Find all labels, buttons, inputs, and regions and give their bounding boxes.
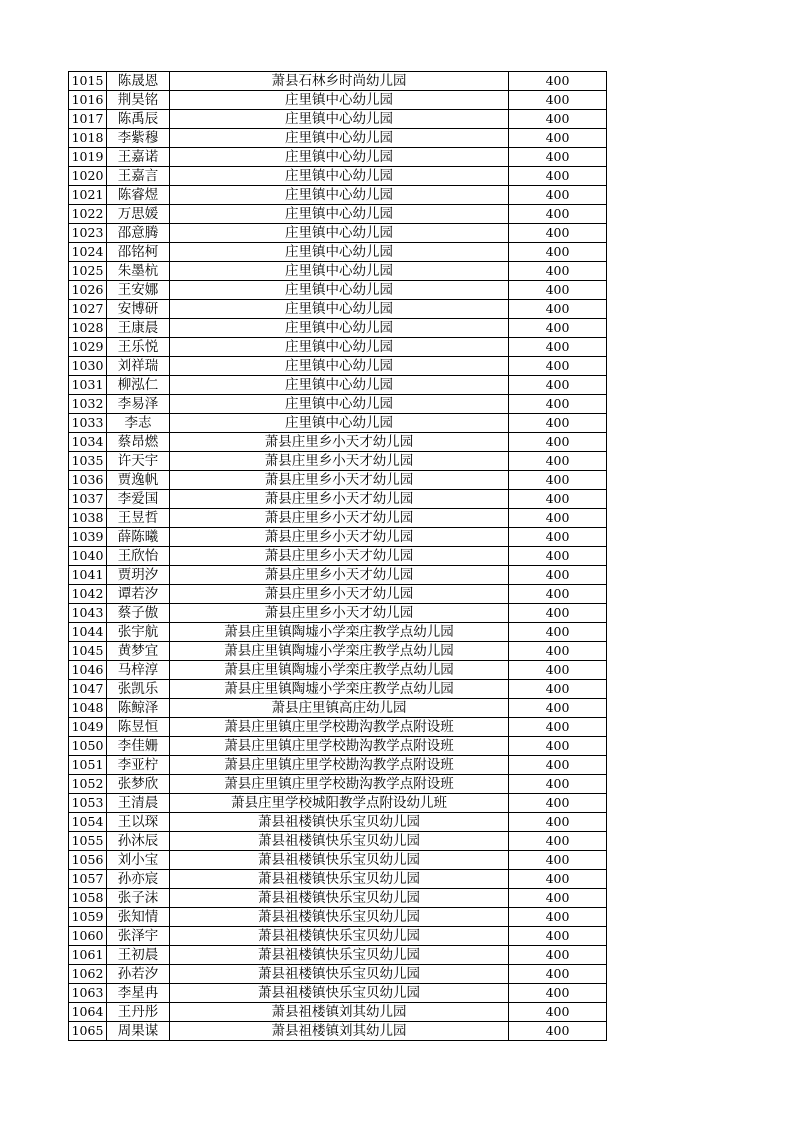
table-row — [69, 72, 607, 91]
amount-cell: 400 — [509, 148, 607, 167]
table-row — [69, 110, 607, 129]
row-number-cell: 1028 — [69, 319, 107, 338]
student-name-cell: 王昱哲 — [107, 509, 170, 528]
amount-cell: 400 — [509, 91, 607, 110]
student-name-cell: 陈昱恒 — [107, 718, 170, 737]
row-number-cell: 1059 — [69, 908, 107, 927]
school-name-cell: 庄里镇中心幼儿园 — [170, 224, 509, 243]
row-number-cell: 1037 — [69, 490, 107, 509]
amount-cell: 400 — [509, 547, 607, 566]
school-name-cell: 萧县庄里乡小天才幼儿园 — [170, 528, 509, 547]
roster-body — [69, 72, 607, 1041]
student-name-cell: 蔡子傲 — [107, 604, 170, 623]
amount-cell: 400 — [509, 452, 607, 471]
table-row — [69, 927, 607, 946]
school-name-cell: 萧县祖楼镇快乐宝贝幼儿园 — [170, 851, 509, 870]
school-name-cell: 萧县庄里乡小天才幼儿园 — [170, 471, 509, 490]
row-number-cell: 1024 — [69, 243, 107, 262]
row-number-cell: 1048 — [69, 699, 107, 718]
student-name-cell: 张梦欣 — [107, 775, 170, 794]
row-number-cell: 1046 — [69, 661, 107, 680]
table-row — [69, 699, 607, 718]
student-name-cell: 周果谋 — [107, 1022, 170, 1041]
table-row — [69, 832, 607, 851]
amount-cell: 400 — [509, 642, 607, 661]
amount-cell: 400 — [509, 794, 607, 813]
amount-cell: 400 — [509, 889, 607, 908]
amount-cell: 400 — [509, 813, 607, 832]
amount-cell: 400 — [509, 699, 607, 718]
school-name-cell: 庄里镇中心幼儿园 — [170, 357, 509, 376]
row-number-cell: 1040 — [69, 547, 107, 566]
amount-cell: 400 — [509, 376, 607, 395]
table-row — [69, 433, 607, 452]
school-name-cell: 庄里镇中心幼儿园 — [170, 376, 509, 395]
student-name-cell: 谭若汐 — [107, 585, 170, 604]
table-row — [69, 414, 607, 433]
row-number-cell: 1064 — [69, 1003, 107, 1022]
student-name-cell: 孙亦宸 — [107, 870, 170, 889]
amount-cell: 400 — [509, 1003, 607, 1022]
student-name-cell: 王欣怡 — [107, 547, 170, 566]
amount-cell: 400 — [509, 528, 607, 547]
school-name-cell: 庄里镇中心幼儿园 — [170, 167, 509, 186]
student-name-cell: 李亚柠 — [107, 756, 170, 775]
student-name-cell: 蔡昂燃 — [107, 433, 170, 452]
student-name-cell: 李紫穆 — [107, 129, 170, 148]
school-name-cell: 萧县庄里乡小天才幼儿园 — [170, 490, 509, 509]
school-name-cell: 萧县祖楼镇快乐宝贝幼儿园 — [170, 927, 509, 946]
school-name-cell: 萧县庄里学校城阳教学点附设幼儿班 — [170, 794, 509, 813]
amount-cell: 400 — [509, 414, 607, 433]
student-name-cell: 李星冉 — [107, 984, 170, 1003]
table-row — [69, 775, 607, 794]
row-number-cell: 1034 — [69, 433, 107, 452]
row-number-cell: 1036 — [69, 471, 107, 490]
table-row — [69, 965, 607, 984]
school-name-cell: 庄里镇中心幼儿园 — [170, 243, 509, 262]
student-name-cell: 王安娜 — [107, 281, 170, 300]
student-name-cell: 张凯乐 — [107, 680, 170, 699]
student-name-cell: 王乐悦 — [107, 338, 170, 357]
school-name-cell: 庄里镇中心幼儿园 — [170, 148, 509, 167]
row-number-cell: 1021 — [69, 186, 107, 205]
row-number-cell: 1061 — [69, 946, 107, 965]
student-name-cell: 薛陈曦 — [107, 528, 170, 547]
student-name-cell: 李佳姗 — [107, 737, 170, 756]
amount-cell: 400 — [509, 927, 607, 946]
table-row — [69, 91, 607, 110]
amount-cell: 400 — [509, 737, 607, 756]
school-name-cell: 萧县祖楼镇刘其幼儿园 — [170, 1022, 509, 1041]
student-name-cell: 许天宇 — [107, 452, 170, 471]
table-row — [69, 528, 607, 547]
school-name-cell: 萧县庄里镇高庄幼儿园 — [170, 699, 509, 718]
amount-cell: 400 — [509, 490, 607, 509]
table-row — [69, 357, 607, 376]
school-name-cell: 庄里镇中心幼儿园 — [170, 186, 509, 205]
row-number-cell: 1057 — [69, 870, 107, 889]
amount-cell: 400 — [509, 661, 607, 680]
row-number-cell: 1025 — [69, 262, 107, 281]
table-row — [69, 946, 607, 965]
school-name-cell: 萧县祖楼镇快乐宝贝幼儿园 — [170, 965, 509, 984]
school-name-cell: 庄里镇中心幼儿园 — [170, 91, 509, 110]
school-name-cell: 庄里镇中心幼儿园 — [170, 414, 509, 433]
row-number-cell: 1030 — [69, 357, 107, 376]
table-row — [69, 224, 607, 243]
student-name-cell: 柳泓仁 — [107, 376, 170, 395]
student-name-cell: 张泽宇 — [107, 927, 170, 946]
school-name-cell: 萧县祖楼镇快乐宝贝幼儿园 — [170, 832, 509, 851]
amount-cell: 400 — [509, 167, 607, 186]
amount-cell: 400 — [509, 205, 607, 224]
row-number-cell: 1031 — [69, 376, 107, 395]
student-name-cell: 万思媛 — [107, 205, 170, 224]
row-number-cell: 1049 — [69, 718, 107, 737]
table-row — [69, 813, 607, 832]
student-name-cell: 荆昊铭 — [107, 91, 170, 110]
table-row — [69, 604, 607, 623]
row-number-cell: 1060 — [69, 927, 107, 946]
row-number-cell: 1056 — [69, 851, 107, 870]
school-name-cell: 萧县庄里镇庄里学校勘沟教学点附设班 — [170, 756, 509, 775]
row-number-cell: 1058 — [69, 889, 107, 908]
table-row — [69, 623, 607, 642]
student-name-cell: 王初晨 — [107, 946, 170, 965]
student-name-cell: 王清晨 — [107, 794, 170, 813]
student-name-cell: 贾玥汐 — [107, 566, 170, 585]
amount-cell: 400 — [509, 585, 607, 604]
amount-cell: 400 — [509, 680, 607, 699]
student-name-cell: 黄梦宜 — [107, 642, 170, 661]
amount-cell: 400 — [509, 433, 607, 452]
student-name-cell: 张宇航 — [107, 623, 170, 642]
row-number-cell: 1022 — [69, 205, 107, 224]
amount-cell: 400 — [509, 262, 607, 281]
school-name-cell: 萧县祖楼镇快乐宝贝幼儿园 — [170, 813, 509, 832]
table-row — [69, 281, 607, 300]
row-number-cell: 1017 — [69, 110, 107, 129]
amount-cell: 400 — [509, 471, 607, 490]
row-number-cell: 1052 — [69, 775, 107, 794]
row-number-cell: 1062 — [69, 965, 107, 984]
amount-cell: 400 — [509, 281, 607, 300]
row-number-cell: 1055 — [69, 832, 107, 851]
row-number-cell: 1038 — [69, 509, 107, 528]
amount-cell: 400 — [509, 243, 607, 262]
school-name-cell: 萧县祖楼镇快乐宝贝幼儿园 — [170, 908, 509, 927]
student-name-cell: 孙沐辰 — [107, 832, 170, 851]
table-row — [69, 376, 607, 395]
student-name-cell: 王丹彤 — [107, 1003, 170, 1022]
row-number-cell: 1035 — [69, 452, 107, 471]
table-row — [69, 490, 607, 509]
amount-cell: 400 — [509, 129, 607, 148]
row-number-cell: 1043 — [69, 604, 107, 623]
amount-cell: 400 — [509, 775, 607, 794]
table-row — [69, 851, 607, 870]
row-number-cell: 1020 — [69, 167, 107, 186]
table-row — [69, 889, 607, 908]
student-name-cell: 邵意腾 — [107, 224, 170, 243]
student-name-cell: 刘小宝 — [107, 851, 170, 870]
table-row — [69, 870, 607, 889]
school-name-cell: 萧县石林乡时尚幼儿园 — [170, 72, 509, 91]
amount-cell: 400 — [509, 604, 607, 623]
amount-cell: 400 — [509, 870, 607, 889]
school-name-cell: 萧县庄里镇庄里学校勘沟教学点附设班 — [170, 737, 509, 756]
school-name-cell: 萧县祖楼镇快乐宝贝幼儿园 — [170, 946, 509, 965]
school-name-cell: 萧县庄里乡小天才幼儿园 — [170, 452, 509, 471]
table-row — [69, 547, 607, 566]
row-number-cell: 1026 — [69, 281, 107, 300]
school-name-cell: 萧县庄里乡小天才幼儿园 — [170, 566, 509, 585]
table-row — [69, 129, 607, 148]
table-row — [69, 680, 607, 699]
student-name-cell: 陈晟恩 — [107, 72, 170, 91]
amount-cell: 400 — [509, 224, 607, 243]
student-name-cell: 朱墨杭 — [107, 262, 170, 281]
student-name-cell: 王嘉言 — [107, 167, 170, 186]
amount-cell: 400 — [509, 851, 607, 870]
amount-cell: 400 — [509, 357, 607, 376]
table-row — [69, 661, 607, 680]
row-number-cell: 1019 — [69, 148, 107, 167]
table-row — [69, 338, 607, 357]
table-row — [69, 167, 607, 186]
row-number-cell: 1039 — [69, 528, 107, 547]
table-row — [69, 471, 607, 490]
table-row — [69, 395, 607, 414]
table-row — [69, 566, 607, 585]
student-name-cell: 邵铭柯 — [107, 243, 170, 262]
school-name-cell: 萧县庄里镇陶墟小学栾庄教学点幼儿园 — [170, 642, 509, 661]
student-name-cell: 王康晨 — [107, 319, 170, 338]
amount-cell: 400 — [509, 623, 607, 642]
amount-cell: 400 — [509, 965, 607, 984]
table-row — [69, 148, 607, 167]
school-name-cell: 庄里镇中心幼儿园 — [170, 281, 509, 300]
table-row — [69, 737, 607, 756]
school-name-cell: 萧县祖楼镇刘其幼儿园 — [170, 1003, 509, 1022]
amount-cell: 400 — [509, 509, 607, 528]
row-number-cell: 1044 — [69, 623, 107, 642]
student-name-cell: 王以琛 — [107, 813, 170, 832]
row-number-cell: 1016 — [69, 91, 107, 110]
table-row — [69, 300, 607, 319]
school-name-cell: 庄里镇中心幼儿园 — [170, 110, 509, 129]
amount-cell: 400 — [509, 946, 607, 965]
student-name-cell: 李易泽 — [107, 395, 170, 414]
row-number-cell: 1054 — [69, 813, 107, 832]
table-row — [69, 642, 607, 661]
student-name-cell: 王嘉诺 — [107, 148, 170, 167]
amount-cell: 400 — [509, 319, 607, 338]
table-row — [69, 794, 607, 813]
school-name-cell: 庄里镇中心幼儿园 — [170, 262, 509, 281]
student-name-cell: 马梓淳 — [107, 661, 170, 680]
amount-cell: 400 — [509, 1022, 607, 1041]
row-number-cell: 1041 — [69, 566, 107, 585]
student-name-cell: 陈禹辰 — [107, 110, 170, 129]
roster-table — [68, 71, 607, 1041]
row-number-cell: 1023 — [69, 224, 107, 243]
row-number-cell: 1029 — [69, 338, 107, 357]
school-name-cell: 萧县庄里镇陶墟小学栾庄教学点幼儿园 — [170, 680, 509, 699]
school-name-cell: 萧县庄里镇陶墟小学栾庄教学点幼儿园 — [170, 661, 509, 680]
school-name-cell: 萧县庄里镇陶墟小学栾庄教学点幼儿园 — [170, 623, 509, 642]
student-name-cell: 刘祥瑞 — [107, 357, 170, 376]
amount-cell: 400 — [509, 338, 607, 357]
school-name-cell: 庄里镇中心幼儿园 — [170, 205, 509, 224]
row-number-cell: 1050 — [69, 737, 107, 756]
school-name-cell: 萧县祖楼镇快乐宝贝幼儿园 — [170, 984, 509, 1003]
student-name-cell: 安博研 — [107, 300, 170, 319]
table-row — [69, 319, 607, 338]
table-row — [69, 1003, 607, 1022]
school-name-cell: 庄里镇中心幼儿园 — [170, 338, 509, 357]
row-number-cell: 1042 — [69, 585, 107, 604]
amount-cell: 400 — [509, 72, 607, 91]
school-name-cell: 萧县祖楼镇快乐宝贝幼儿园 — [170, 870, 509, 889]
amount-cell: 400 — [509, 110, 607, 129]
student-name-cell: 孙若汐 — [107, 965, 170, 984]
row-number-cell: 1032 — [69, 395, 107, 414]
amount-cell: 400 — [509, 718, 607, 737]
amount-cell: 400 — [509, 756, 607, 775]
school-name-cell: 萧县庄里镇庄里学校勘沟教学点附设班 — [170, 775, 509, 794]
table-row — [69, 205, 607, 224]
row-number-cell: 1018 — [69, 129, 107, 148]
table-row — [69, 186, 607, 205]
school-name-cell: 萧县庄里乡小天才幼儿园 — [170, 433, 509, 452]
table-row — [69, 243, 607, 262]
row-number-cell: 1051 — [69, 756, 107, 775]
school-name-cell: 庄里镇中心幼儿园 — [170, 395, 509, 414]
student-name-cell: 张知情 — [107, 908, 170, 927]
table-row — [69, 585, 607, 604]
roster-sheet — [68, 71, 606, 1041]
table-row — [69, 1022, 607, 1041]
student-name-cell: 陈鲸泽 — [107, 699, 170, 718]
row-number-cell: 1015 — [69, 72, 107, 91]
school-name-cell: 庄里镇中心幼儿园 — [170, 319, 509, 338]
row-number-cell: 1045 — [69, 642, 107, 661]
table-row — [69, 984, 607, 1003]
table-row — [69, 908, 607, 927]
row-number-cell: 1033 — [69, 414, 107, 433]
school-name-cell: 萧县祖楼镇快乐宝贝幼儿园 — [170, 889, 509, 908]
school-name-cell: 庄里镇中心幼儿园 — [170, 129, 509, 148]
amount-cell: 400 — [509, 908, 607, 927]
student-name-cell: 贾逸帆 — [107, 471, 170, 490]
student-name-cell: 陈睿煜 — [107, 186, 170, 205]
student-name-cell: 张子沫 — [107, 889, 170, 908]
school-name-cell: 萧县庄里乡小天才幼儿园 — [170, 585, 509, 604]
amount-cell: 400 — [509, 300, 607, 319]
school-name-cell: 庄里镇中心幼儿园 — [170, 300, 509, 319]
table-row — [69, 452, 607, 471]
amount-cell: 400 — [509, 395, 607, 414]
school-name-cell: 萧县庄里乡小天才幼儿园 — [170, 604, 509, 623]
table-row — [69, 262, 607, 281]
amount-cell: 400 — [509, 984, 607, 1003]
row-number-cell: 1047 — [69, 680, 107, 699]
table-row — [69, 718, 607, 737]
amount-cell: 400 — [509, 832, 607, 851]
table-row — [69, 756, 607, 775]
amount-cell: 400 — [509, 186, 607, 205]
student-name-cell: 李志 — [107, 414, 170, 433]
school-name-cell: 萧县庄里乡小天才幼儿园 — [170, 509, 509, 528]
amount-cell: 400 — [509, 566, 607, 585]
school-name-cell: 萧县庄里乡小天才幼儿园 — [170, 547, 509, 566]
school-name-cell: 萧县庄里镇庄里学校勘沟教学点附设班 — [170, 718, 509, 737]
row-number-cell: 1063 — [69, 984, 107, 1003]
student-name-cell: 李爱国 — [107, 490, 170, 509]
row-number-cell: 1027 — [69, 300, 107, 319]
row-number-cell: 1053 — [69, 794, 107, 813]
row-number-cell: 1065 — [69, 1022, 107, 1041]
table-row — [69, 509, 607, 528]
